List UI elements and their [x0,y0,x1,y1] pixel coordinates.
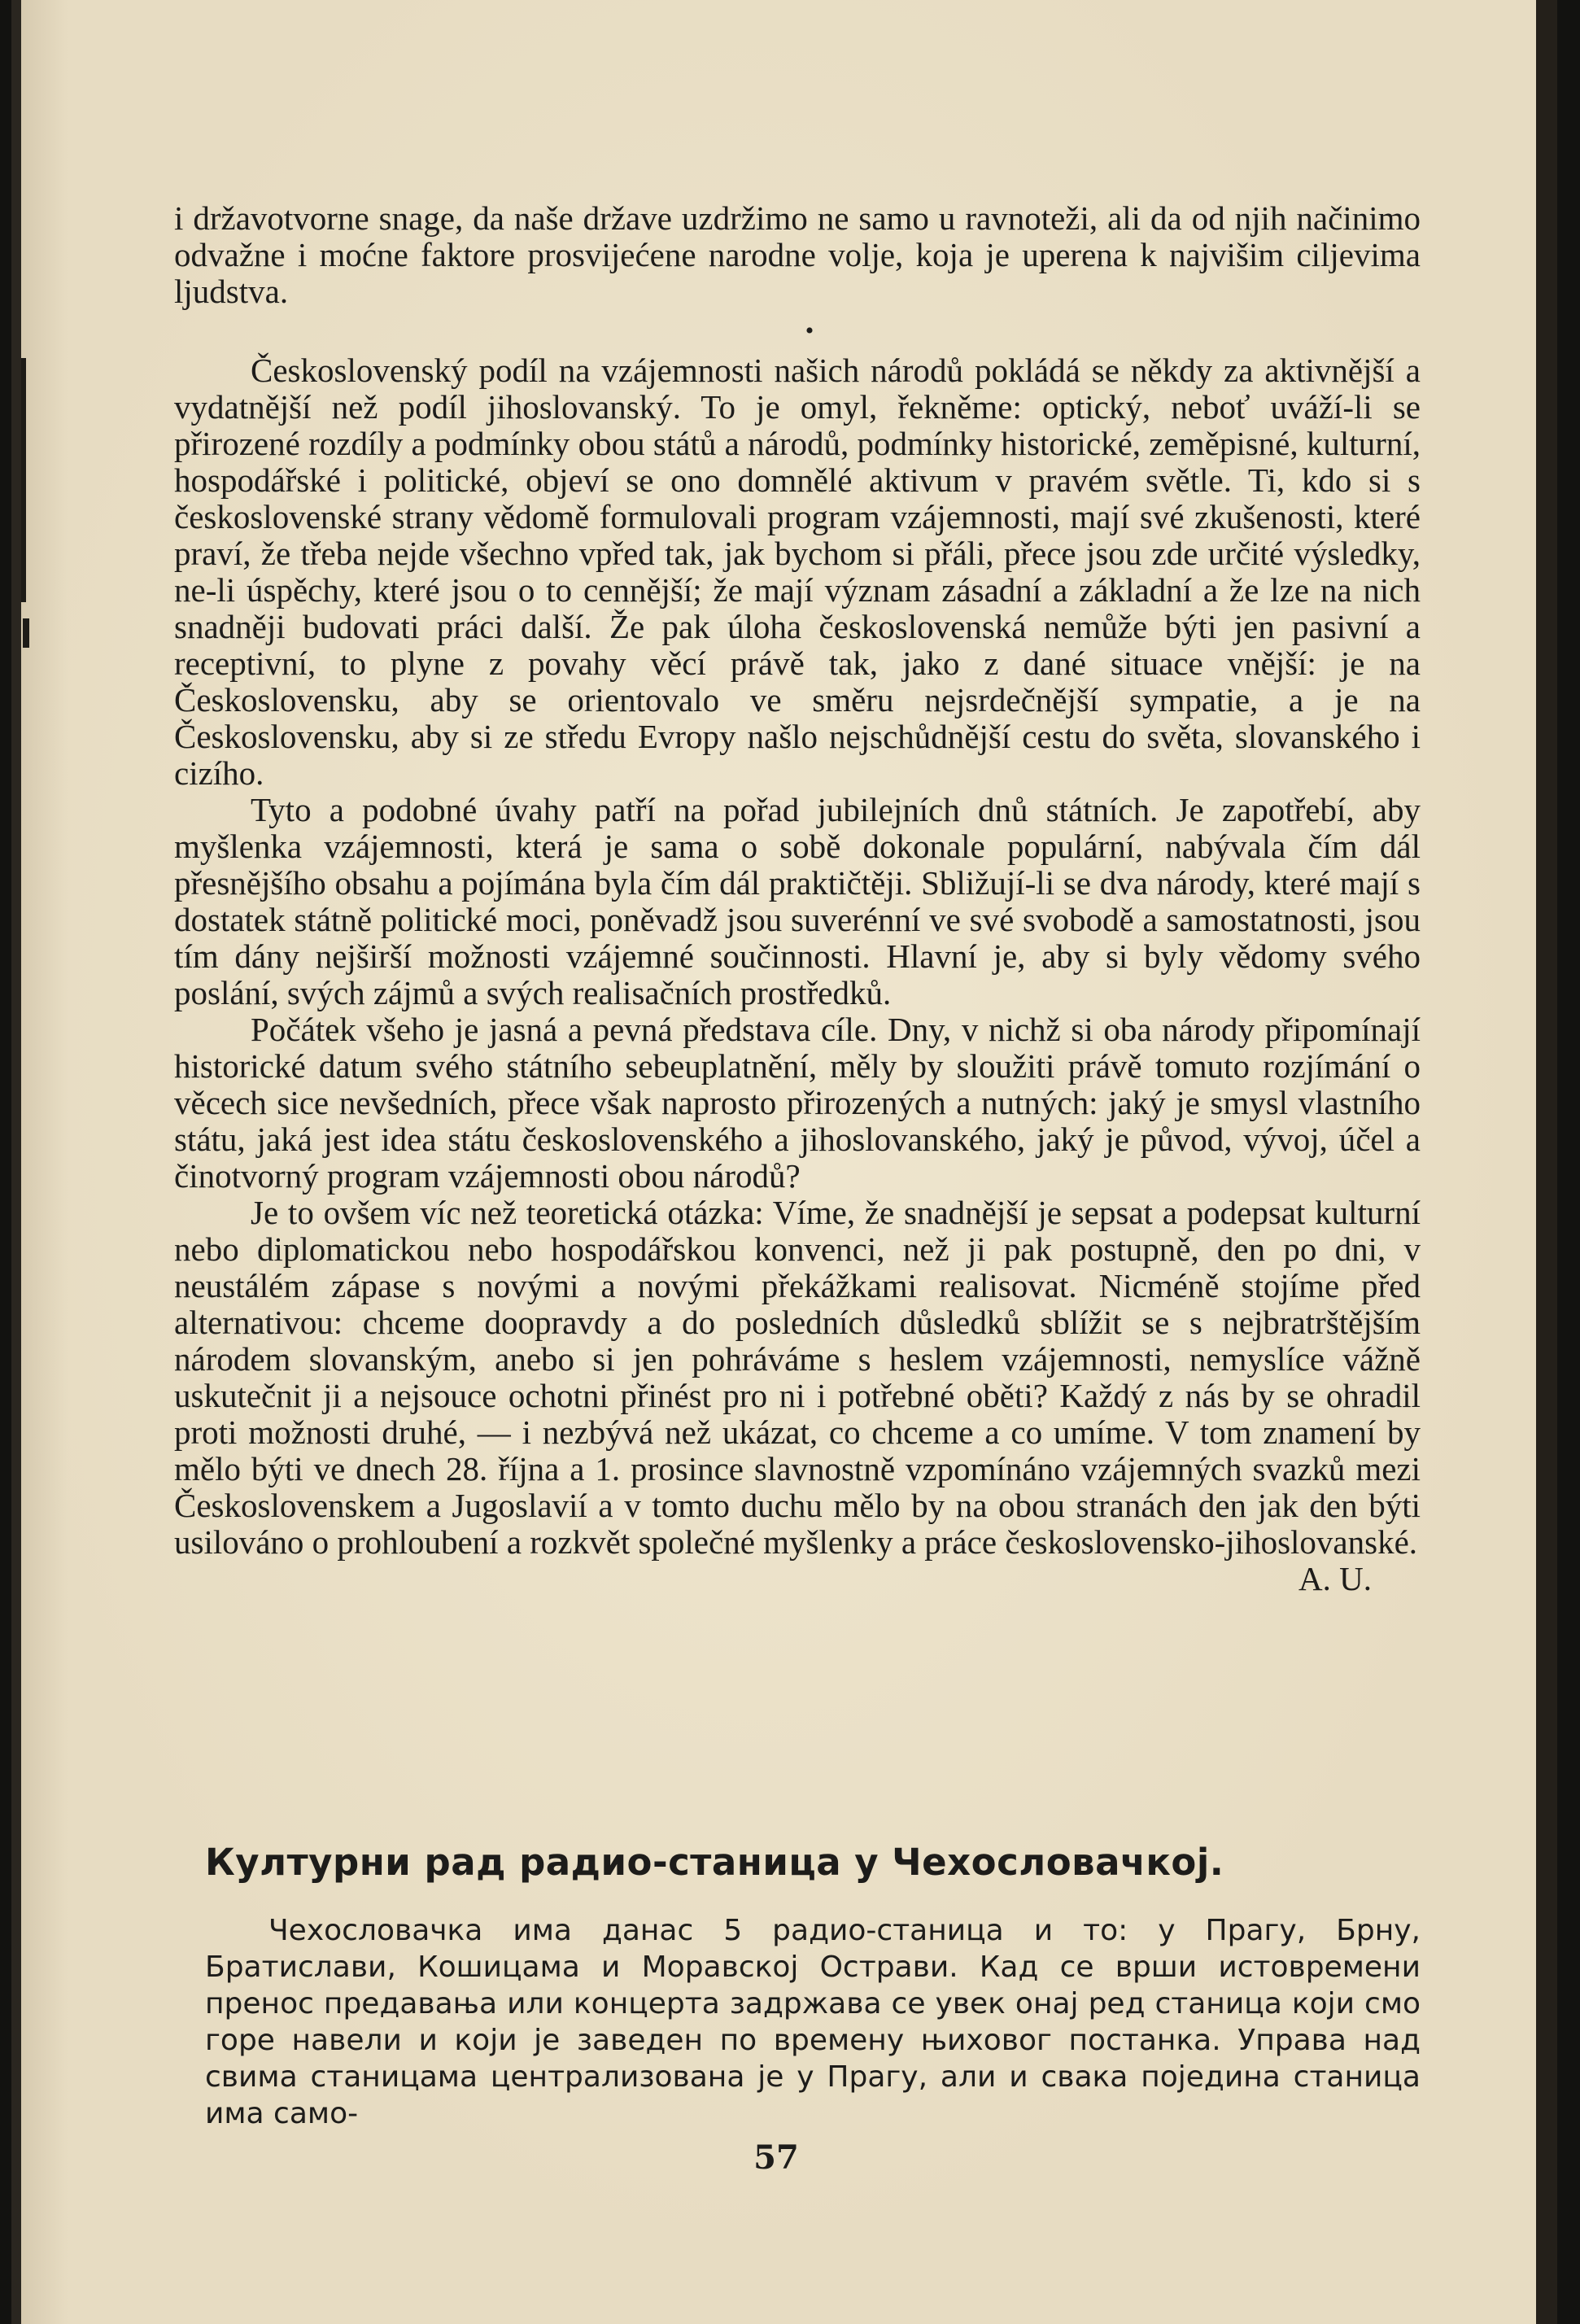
section-title: Културни рад радио-станица у Чехословачкој. [205,1841,1224,1884]
margin-mark [23,618,29,648]
paragraph: Tyto a podobné úvahy patří na pořad jubilejních dnů státních. Je zapotřebí, aby myšlenka vzájemnosti, která je sama o sobě dokonale populární, nabývala čím dál přesnějšího obsahu a pojímána byla čím dál praktičtěji. Sbližují-li se dva národy, které mají s dostatek státně politické moci, poněvadž jsou suverénní ve své svobodě a samostatnosti, jsou tím dány nejširší možnosti vzájemné součinnosti. Hlavní je, aby si byly vědomy svého poslání, svých zájmů a svých realisačních prostředků. [174,791,1421,1011]
margin-mark [21,358,26,602]
body-text [174,200,1421,1597]
top-paragraph: i državotvorne snage, da naše države uzdržimo ne samo u ravnoteži, ali da od njih načinimo odvažne i moćne faktore prosvijećene narodne volje, koja je uperena k najvišim ciljevima ljudstva. [174,199,1421,310]
paragraph-text: Je to ovšem víc než teoretická otázka: Víme, že snadnější je sepsat a podepsat kulturní nebo diplomatickou nebo hospodářskou konvenci, než ji pak postupně, den po dni, v neustálém zápase s novými a novými překážkami realisovat. Nicméně stojíme před alternativou: chceme doopravdy a do posledních důsledků sblížit se s nejbratrštějším národem slovanským, anebo si jen pohráváme s heslem vzájemnosti, nemyslíce vážně uskutečnit ji a nejsouce ochotni přinést pro ni i potřebné oběti? Každý z nás by se ohradil proti možnosti druhé, — i nezbývá než ukázat, co chceme a co umíme. V tom znamení by mělo býti ve dnech 28. října a 1. prosince slavnostně vzpomínáno vzájemných svazků mezi Československem a Jugoslavií a v tomto duchu mělo by na obou stranách den jak den býti usilováno o prohloubení a rozkvět společné myšlenky a práce československo-jihoslovanské. [174,1194,1421,1561]
separator-bullet: • [805,317,814,344]
page-number: 57 [753,2138,799,2177]
section-paragraph: Чехословачка има данас 5 радио-станица и то: у Прагу, Брну, Братислави, Кошицама и Моравској Острави. Кад се врши истовремени пренос предавања или концерта задржава се увек онај ред станица који смо горе навели и који је заведен по времену њиховог постанка. Управа над свима станицама централизована је у Прагу, али и свака поједина станица има само- [205,1914,1421,2130]
paragraph: Československý podíl na vzájemnosti našich národů pokládá se někdy za aktivnější a vydatnější než podíl jihoslovanský. To je omyl, řekněme: optický, neboť uváží-li se přirozené rozdíly a podmínky obou států a národů, podmínky historické, zeměpisné, kulturní, hospodářské i politické, objeví se ono domnělé aktivum v pravém světle. Ti, kdo si s československé strany vědomě formulovali program vzájemnosti, mají své zkušenosti, které praví, že třeba nejde všechno vpřed tak, jak bychom si přáli, přece jsou zde určité výsledky, ne-li úspěchy, které jsou o to cennější; že mají význam zásadní a základní a že lze na nich snadněji budovati práci další. Že pak úloha československá nemůže býti jen pasivní a receptivní, to plyne z povahy věcí právě tak, jako z dané situace vnější: je na Československu, aby se orientovalo ve směru nejsrdečnější sympatie, a je na Československu, aby si ze středu Evropy našlo nejschůdnější cestu do světa, slovanského i cizího. [174,352,1421,792]
book-page [11,0,1557,2324]
book-spine-shadow [11,0,21,2324]
paragraph: Počátek všeho je jasná a pevná představa cíle. Dny, v nichž si oba národy připomínají historické datum svého státního sebeuplatnění, měly by sloužiti právě tomuto rozjímání o věcech sice nevšedních, přece však naprosto přirozených a nutných: jaký je smysl vlastního státu, jaká jest idea státu československého a jihoslovanského, jaký je původ, vývoj, účel a činotvorný program vzájemnosti obou národů? [174,1011,1421,1195]
page-edge [1536,0,1557,2324]
author-signature: A. U. [1298,1560,1372,1597]
paragraph-last [174,1194,1421,1597]
